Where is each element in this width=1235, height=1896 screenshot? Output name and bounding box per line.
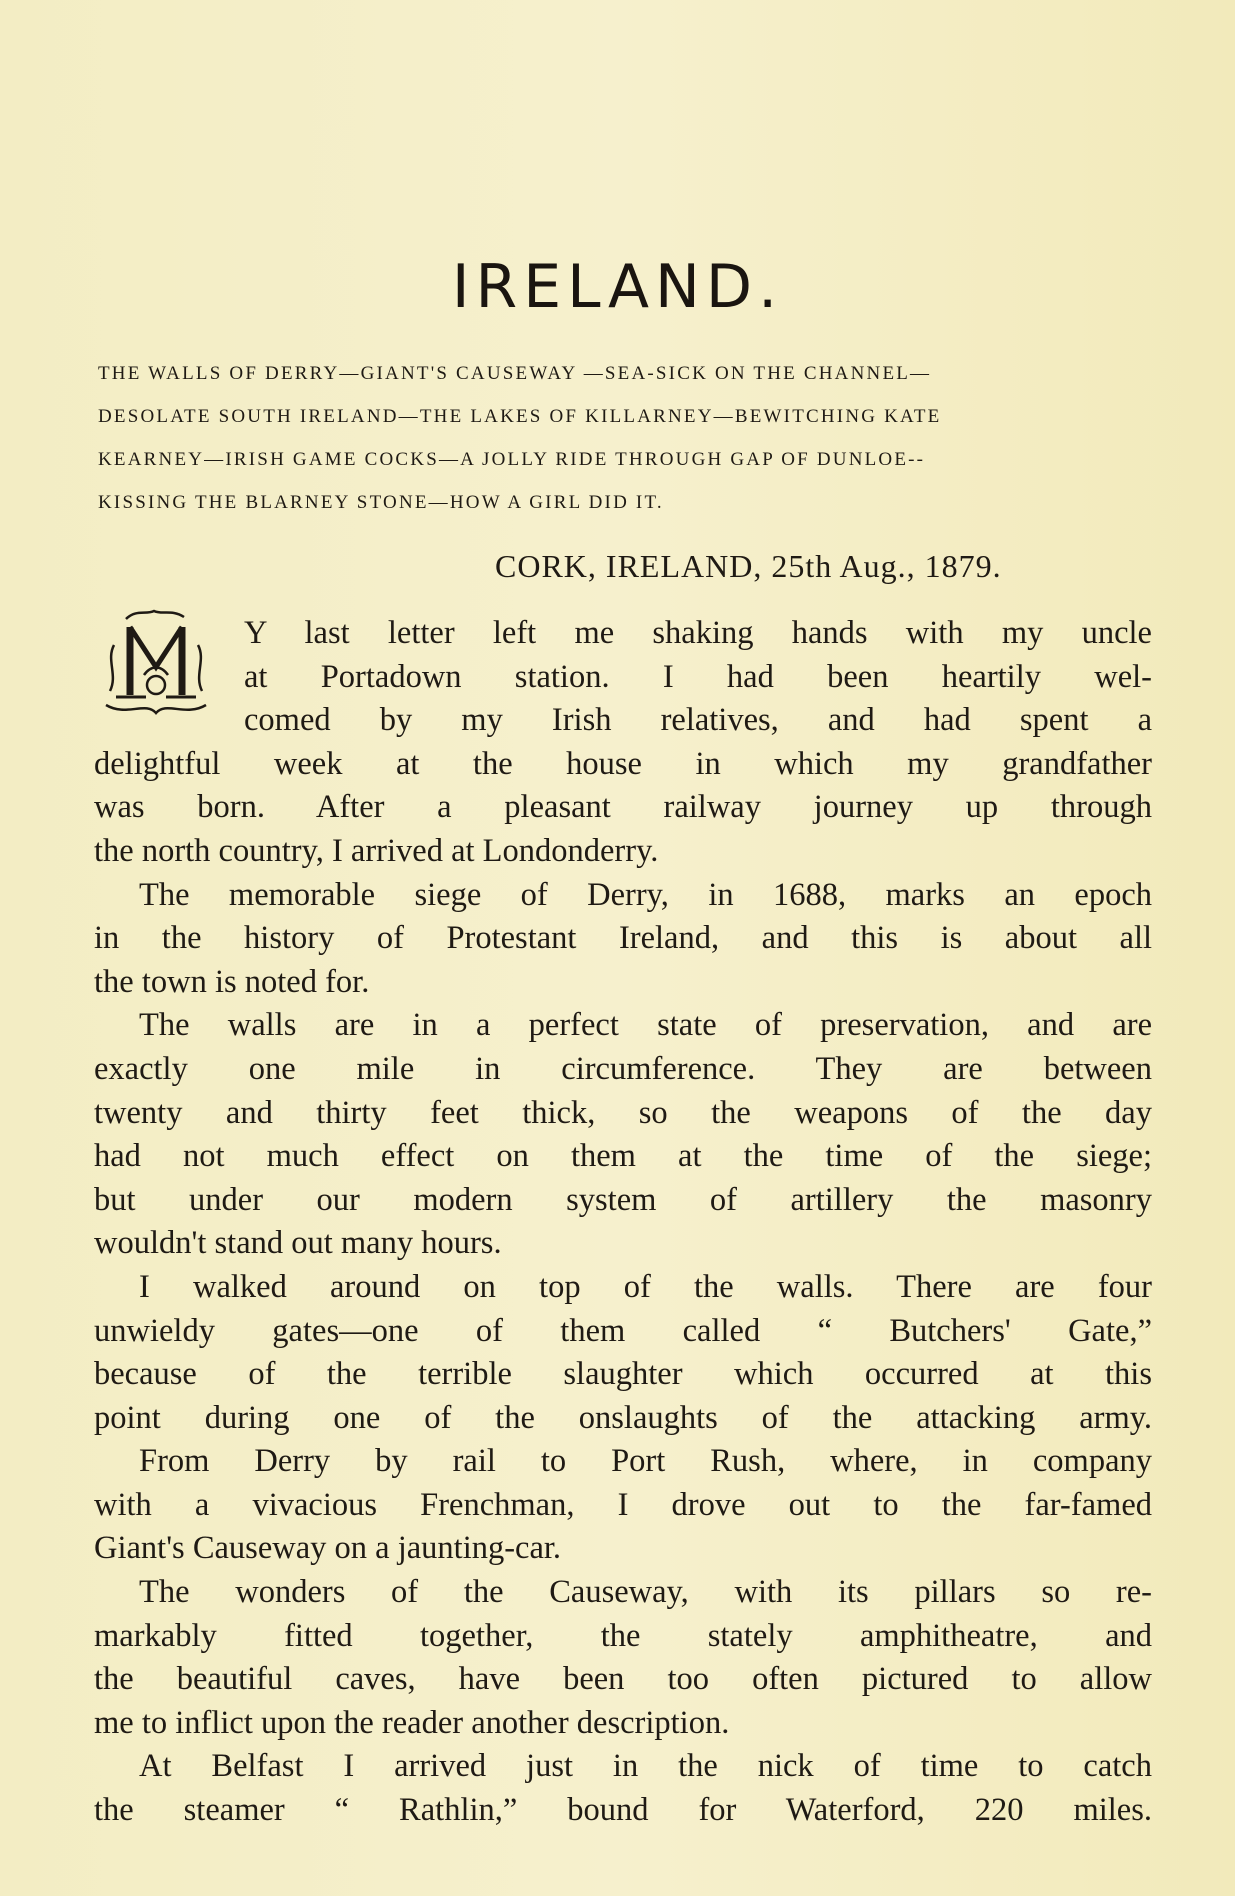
- text-line: markably fitted together, the stately amphitheatre, and: [94, 1617, 1152, 1654]
- text-line: because of the terrible slaughter which occurred at this: [94, 1356, 1152, 1393]
- text-line: Y last letter left me shaking hands with my uncle: [244, 615, 1152, 651]
- text-line: wouldn't stand out many hours.: [94, 1225, 502, 1262]
- chapter-title: IRELAND.: [451, 252, 784, 322]
- text-line: The walls are in a perfect state of preservation, and are: [139, 1007, 1152, 1044]
- text-line: The memorable siege of Derry, in 1688, marks an epoch: [139, 876, 1152, 913]
- text-line: At Belfast I arrived just in the nick of time to catch: [139, 1748, 1152, 1785]
- chapter-summary: [98, 352, 1153, 524]
- text-line: in the history of Protestant Ireland, and this is about all: [94, 920, 1152, 957]
- text-line: twenty and thirty feet thick, so the weapons of the day: [94, 1094, 1152, 1131]
- text-line: the town is noted for.: [94, 963, 370, 1000]
- text-line: me to inflict upon the reader another description.: [94, 1704, 730, 1741]
- text-line: point during one of the onslaughts of the attacking army.: [94, 1399, 1152, 1436]
- text-line: at Portadown station. I had been heartily wel-: [244, 658, 1152, 695]
- text-line: exactly one mile in circumference. They are between: [94, 1050, 1152, 1087]
- text-line: Giant's Causeway on a jaunting-car.: [94, 1530, 562, 1567]
- text-line: the beautiful caves, have been too often pictured to allow: [94, 1661, 1152, 1698]
- text-line: the steamer “ Rathlin,” bound for Waterford, 220 miles.: [94, 1792, 1152, 1829]
- summary-line: KISSING THE BLARNEY STONE—HOW A GIRL DID IT.: [98, 492, 664, 513]
- text-line: was born. After a pleasant railway journey up through: [94, 789, 1152, 826]
- text-line: From Derry by rail to Port Rush, where, in company: [139, 1443, 1152, 1480]
- text-line: but under our modern system of artillery the masonry: [94, 1181, 1152, 1218]
- summary-line: KEARNEY—IRISH GAME COCKS—A JOLLY RIDE THROUGH GAP OF DUNLOE--: [98, 449, 926, 470]
- summary-line: DESOLATE SOUTH IRELAND—THE LAKES OF KILLARNEY—BEWITCHING KATE: [98, 406, 942, 427]
- summary-line: THE WALLS OF DERRY—GIANT'S CAUSEWAY —SEA-SICK ON THE CHANNEL—: [98, 363, 932, 384]
- text-line: comed by my Irish relatives, and had spent a: [244, 702, 1152, 739]
- dateline: CORK, IRELAND, 25th Aug., 1879.: [495, 548, 1002, 584]
- text-line: with a vivacious Frenchman, I drove out to the far-famed: [94, 1486, 1152, 1523]
- text-line: I walked around on top of the walls. There are four: [139, 1268, 1152, 1305]
- text-line: The wonders of the Causeway, with its pillars so re-: [139, 1574, 1152, 1611]
- text-line: the north country, I arrived at Londonderry.: [94, 832, 659, 869]
- text-line: unwieldy gates—one of them called “ Butchers' Gate,”: [94, 1312, 1152, 1349]
- text-line: had not much effect on them at the time of the siege;: [94, 1138, 1152, 1175]
- body-text: [94, 612, 1152, 1833]
- text-line: delightful week at the house in which my grandfather: [94, 745, 1152, 782]
